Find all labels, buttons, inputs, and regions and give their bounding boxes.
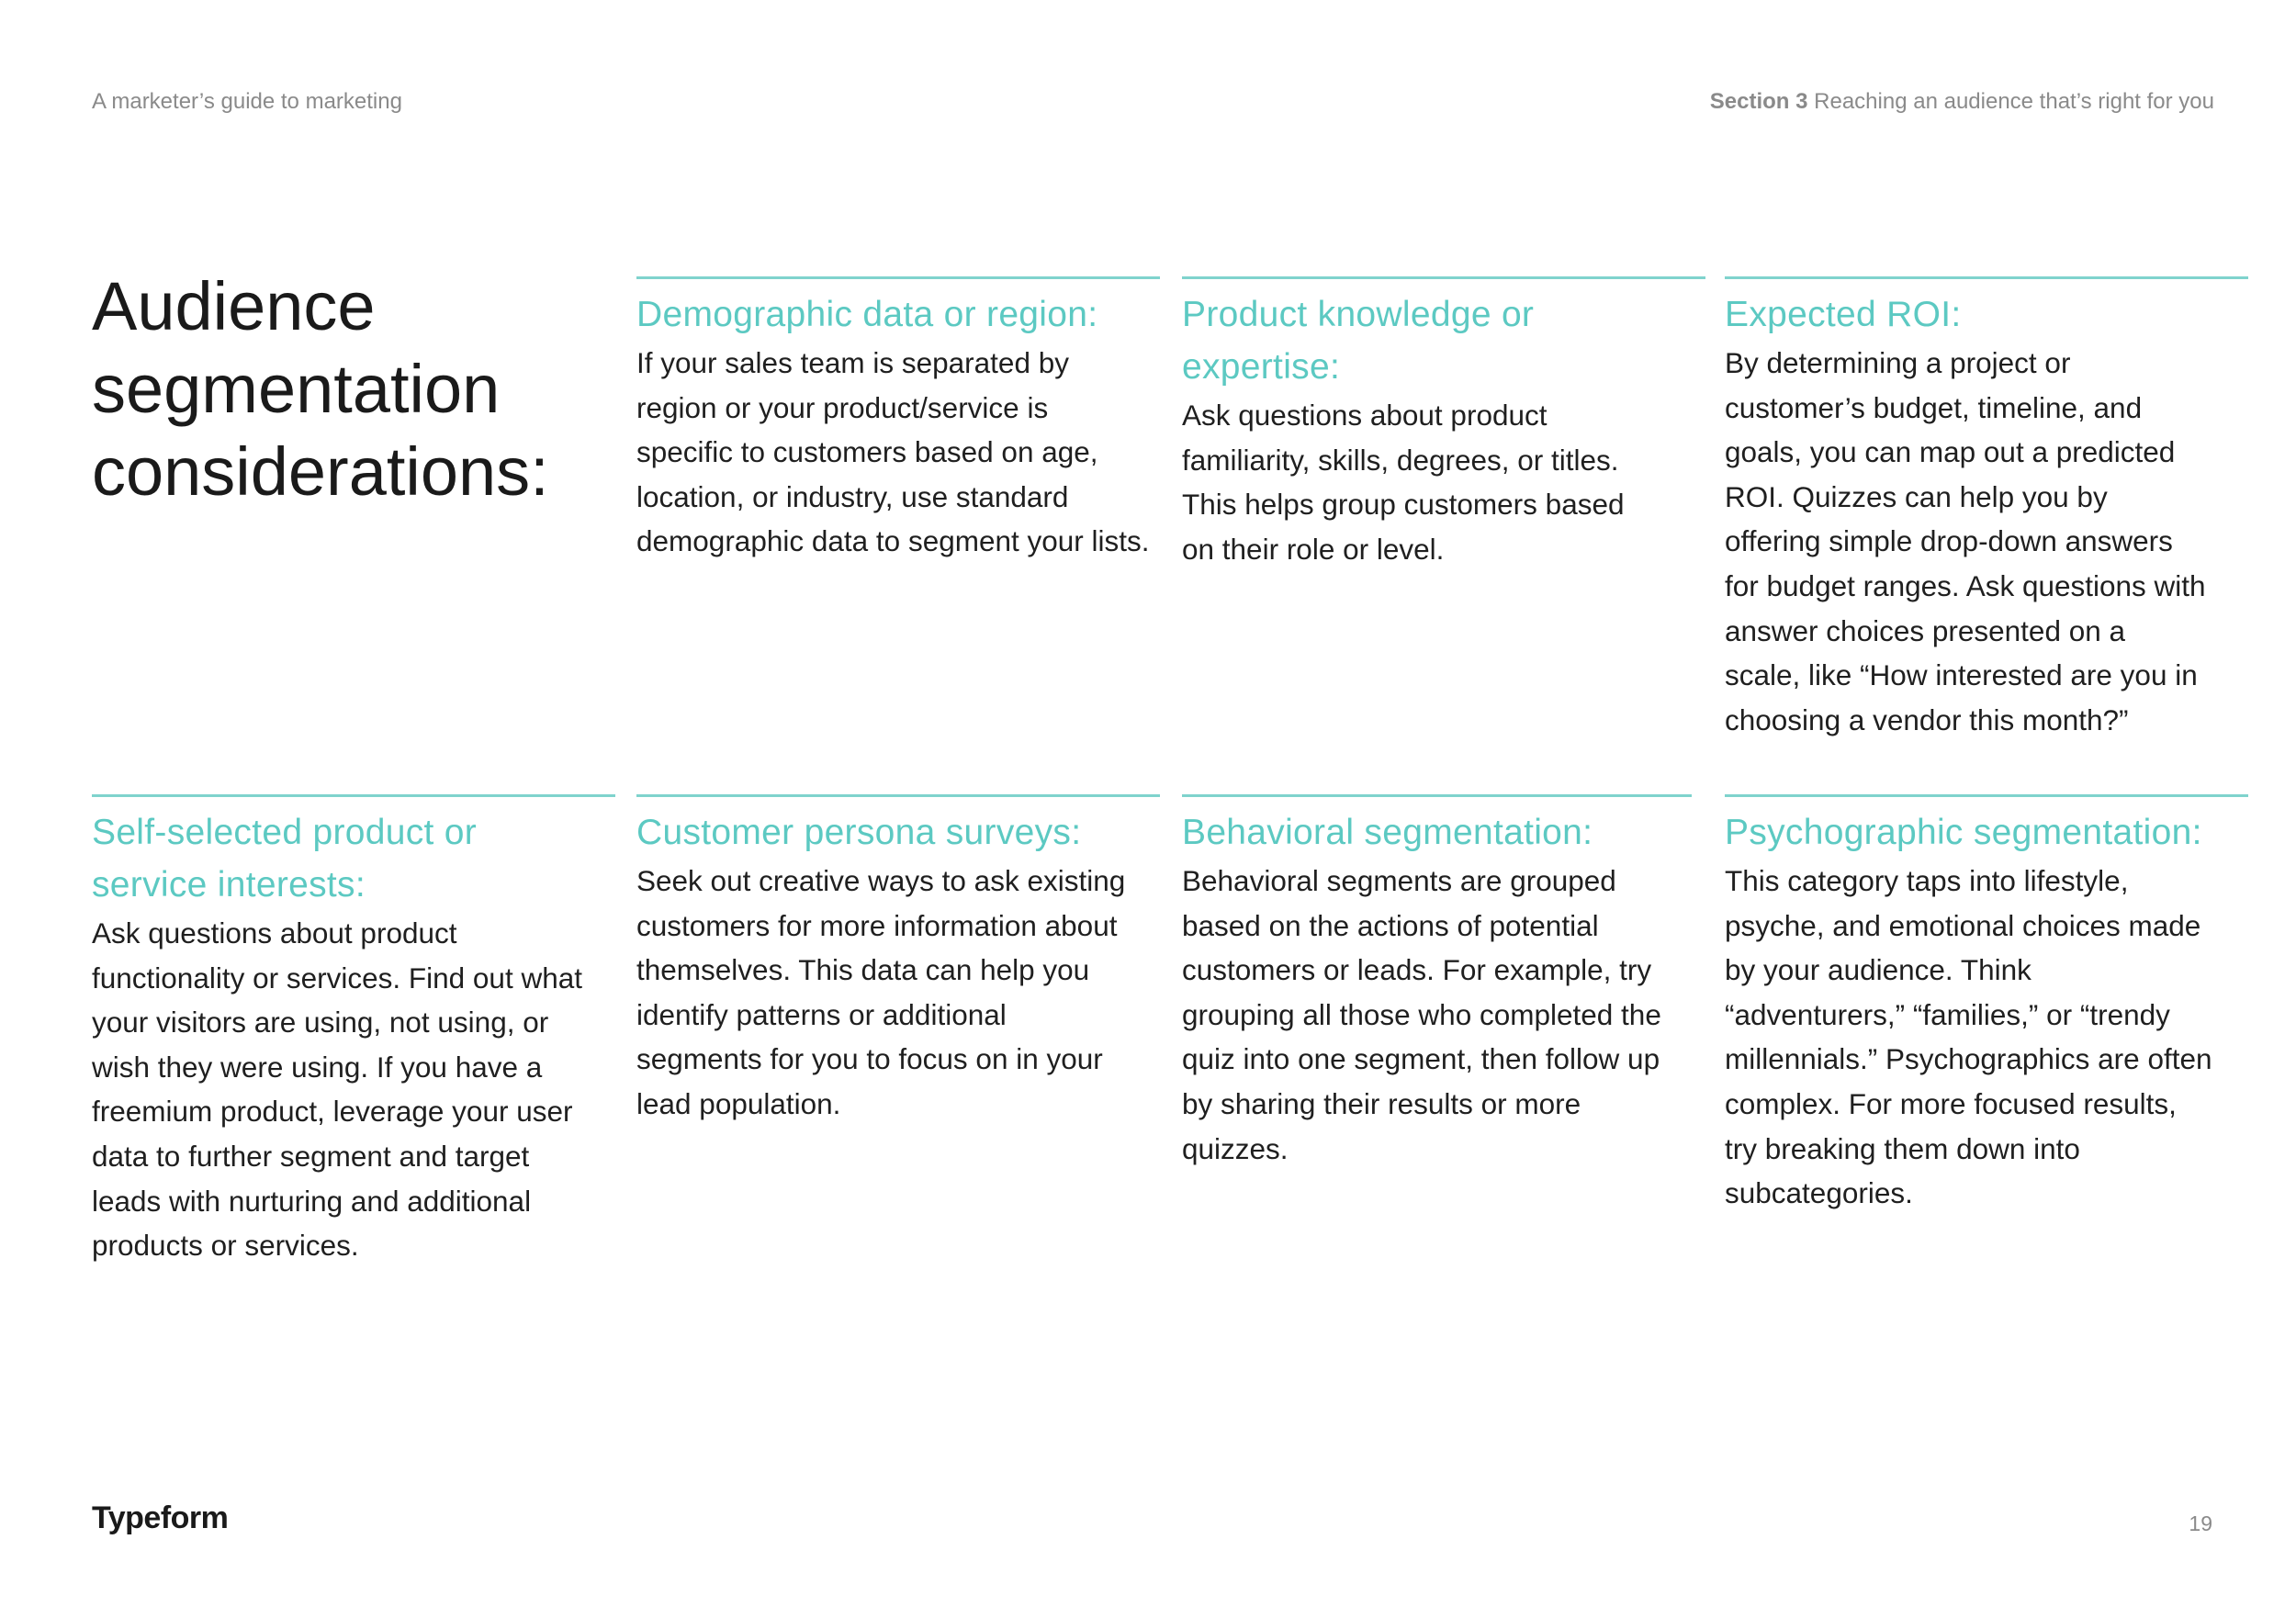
card-body: Ask questions about product functionality or services. Find out what your visitors are using, not using, or wish they were using. If you have a freemium product, leverage your user data to further segment and target leads with nurturing and additional products or services. bbox=[92, 916, 582, 1263]
card-body: Behavioral segments are grouped based on the actions of potential customers or leads. For example, try grouping all those who completed the quiz into one segment, then follow up by sharing their results or more quizzes. bbox=[1182, 864, 1661, 1165]
card-body: Seek out creative ways to ask existing customers for more information about themselves. This data can help you identify patterns or additional segments for you to focus on in your lead population. bbox=[636, 864, 1126, 1120]
card-body: By determining a project or customer’s budget, timeline, and goals, you can map out a predicted ROI. Quizzes can help you by offering simple drop-down answers for budget ranges. Ask questions with answer choices presented on a scale, like “How interested are you in choosing a vendor this month?” bbox=[1725, 346, 2206, 736]
page-number: 19 bbox=[2189, 1511, 2212, 1535]
card-heading: Self-selected product or service interests: bbox=[92, 813, 478, 905]
card-product-knowledge bbox=[1182, 276, 1705, 571]
card-heading: Customer persona surveys: bbox=[636, 813, 1082, 852]
page-title-line-3: considerations: bbox=[92, 433, 549, 510]
page-title bbox=[92, 265, 606, 513]
section-label: Section 3 bbox=[1709, 89, 1808, 114]
section-title: Reaching an audience that’s right for you bbox=[1814, 89, 2214, 114]
page-title-line-2: segmentation bbox=[92, 351, 501, 427]
card-heading: Demographic data or region: bbox=[636, 295, 1098, 334]
running-header-section bbox=[1710, 89, 2214, 115]
card-persona-surveys bbox=[636, 794, 1160, 1127]
card-heading: Behavioral segmentation: bbox=[1182, 813, 1593, 852]
card-expected-roi bbox=[1725, 276, 2248, 742]
card-body: This category taps into lifestyle, psyche, and emotional choices made by your audience. Think “adventurers,” “families,” or “trendy millennials.” Psychographics are often complex. For more focused results, try breaking them down into subcategories. bbox=[1725, 864, 2212, 1210]
running-header-guide-title: A marketer’s guide to marketing bbox=[92, 89, 402, 114]
card-self-selected bbox=[92, 794, 615, 1268]
page-title-line-1: Audience bbox=[92, 268, 376, 344]
card-body: Ask questions about product familiarity, skills, degrees, or titles. This helps group customers based on their role or level. bbox=[1182, 399, 1625, 566]
card-heading: Expected ROI: bbox=[1725, 295, 1962, 334]
typeform-logo: Typeform bbox=[92, 1500, 229, 1535]
card-behavioral bbox=[1182, 794, 1692, 1171]
card-heading: Product knowledge or expertise: bbox=[1182, 295, 1535, 387]
card-heading: Psychographic segmentation: bbox=[1725, 813, 2202, 852]
card-demographic bbox=[636, 276, 1160, 564]
card-psychographic bbox=[1725, 794, 2248, 1216]
card-body: If your sales team is separated by region or your product/service is specific to customers based on age, location, or industry, use standard demographic data to segment your lists. bbox=[636, 346, 1150, 558]
